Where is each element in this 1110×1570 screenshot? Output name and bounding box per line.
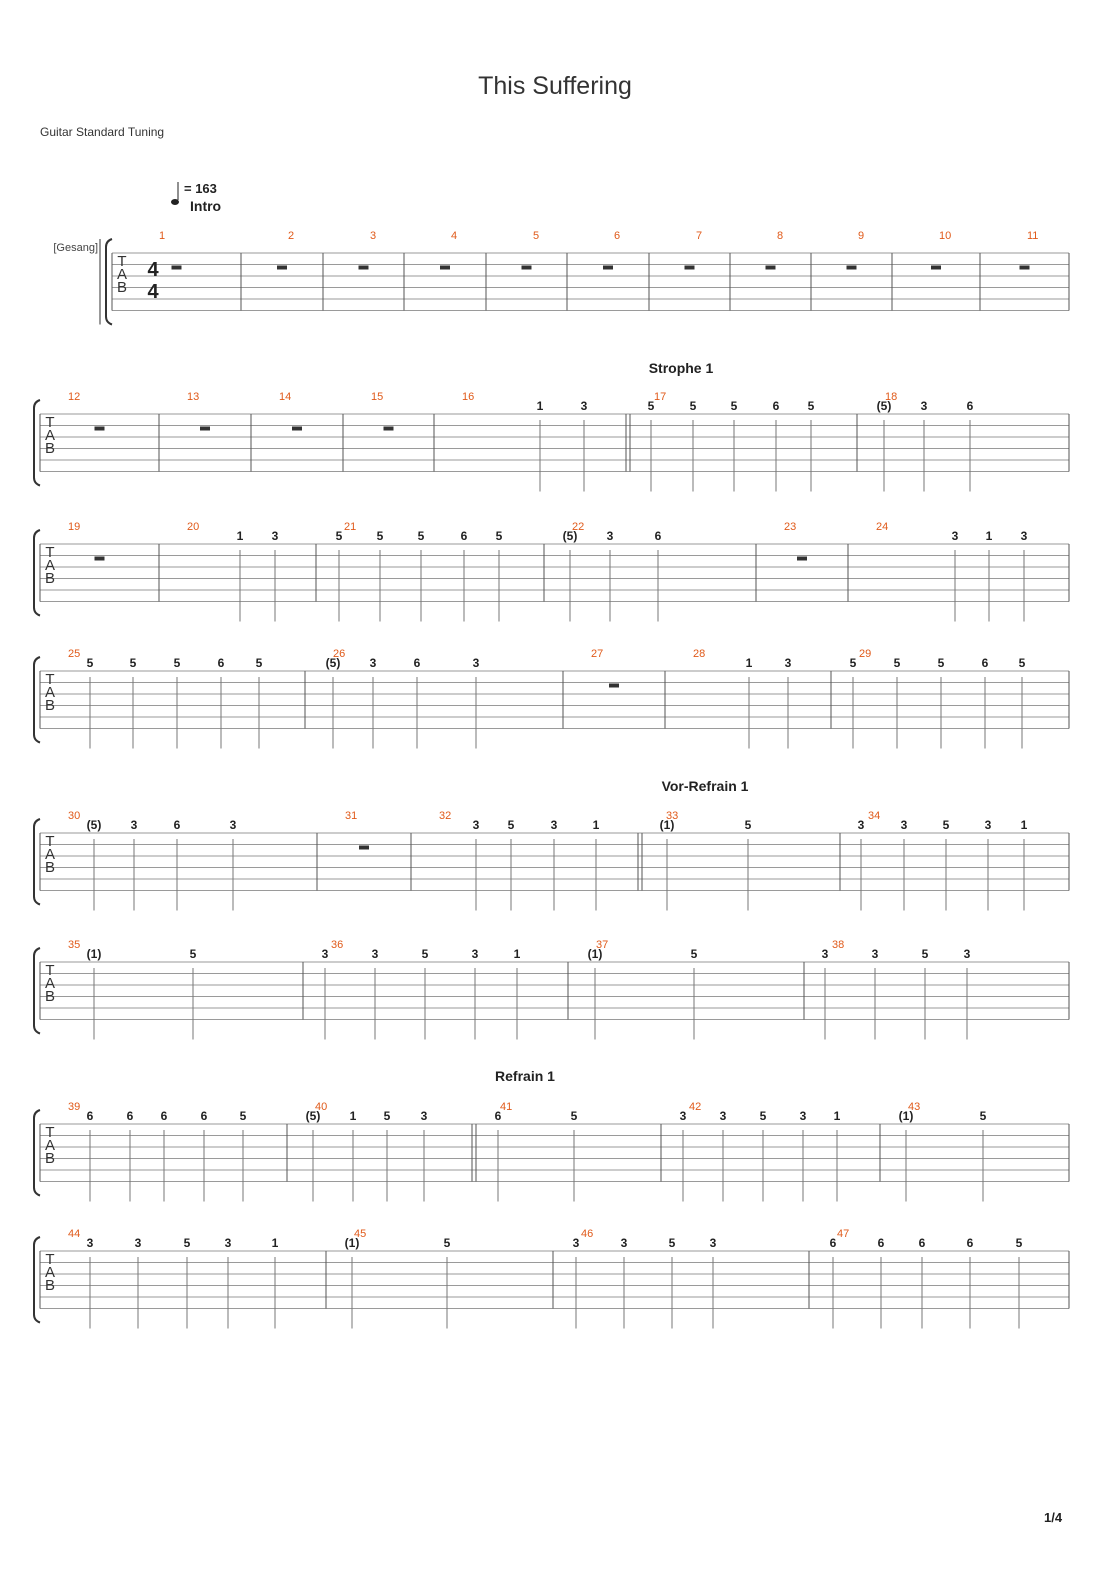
fret-number: 3	[130, 818, 138, 832]
fret-number: (5)	[305, 1109, 321, 1123]
measure-number: 31	[345, 810, 358, 822]
fret-number: 5	[849, 656, 857, 670]
fret-number: 5	[647, 399, 655, 413]
section-marker: Strophe 1	[648, 360, 714, 376]
measure	[187, 391, 210, 431]
measure-number: 21	[344, 521, 357, 533]
tab-system	[53, 181, 1069, 325]
tab-letter: A	[44, 1137, 56, 1154]
fret-number: 3	[86, 1236, 94, 1250]
fret-number: 5	[376, 529, 384, 543]
fret-number: 5	[129, 656, 137, 670]
tab-letter: T	[45, 544, 55, 561]
tab-letter: B	[116, 279, 128, 296]
tab-letter: B	[44, 697, 56, 714]
measure-number: 30	[68, 810, 81, 822]
measure	[1020, 230, 1039, 270]
measure-number: 41	[500, 1101, 513, 1113]
measure	[830, 1228, 1023, 1329]
measure	[822, 939, 971, 1040]
measure-number: 44	[68, 1228, 81, 1240]
measure-number: 2	[288, 230, 295, 242]
measure	[326, 648, 480, 749]
fret-number: 3	[580, 399, 588, 413]
fret-number: 6	[966, 399, 974, 413]
measure-number: 10	[939, 230, 952, 242]
measure	[68, 648, 263, 749]
tab-letter: T	[45, 962, 55, 979]
measure-number: 35	[68, 939, 81, 951]
tab-letter: B	[44, 988, 56, 1005]
fret-number: 3	[620, 1236, 628, 1250]
fret-number: (5)	[876, 399, 892, 413]
fret-number: 3	[857, 818, 865, 832]
section-marker: Refrain 1	[495, 1068, 555, 1084]
fret-number: 5	[937, 656, 945, 670]
measure	[68, 810, 237, 911]
page-number: 1/4	[1044, 1510, 1063, 1525]
fret-number: 3	[1020, 529, 1028, 543]
fret-number: 3	[472, 818, 480, 832]
measure	[847, 230, 865, 270]
tab-letter: T	[117, 253, 127, 270]
fret-number: 1	[513, 947, 521, 961]
fret-number: 3	[369, 656, 377, 670]
system-bracket	[34, 400, 40, 486]
tab-letter: A	[44, 557, 56, 574]
fret-number: 3	[984, 818, 992, 832]
fret-number: 5	[979, 1109, 987, 1123]
section-marker: Vor-Refrain 1	[661, 778, 749, 794]
fret-number: 6	[829, 1236, 837, 1250]
measure-number: 25	[68, 648, 81, 660]
fret-number: 3	[679, 1109, 687, 1123]
tab-letter: B	[44, 859, 56, 876]
whole-rest	[95, 427, 105, 431]
measure-number: 36	[331, 939, 344, 951]
tab-letter: B	[44, 440, 56, 457]
measure	[345, 1228, 451, 1329]
whole-rest	[384, 427, 394, 431]
tab-system	[34, 1228, 1069, 1329]
fret-number: 3	[709, 1236, 717, 1250]
measure-number: 23	[784, 521, 797, 533]
whole-rest	[277, 266, 287, 270]
system-bracket	[34, 819, 40, 905]
fret-number: 5	[570, 1109, 578, 1123]
fret-number: 3	[271, 529, 279, 543]
fret-number: 3	[963, 947, 971, 961]
measure-number: 22	[572, 521, 585, 533]
measure-number: 46	[581, 1228, 594, 1240]
measure	[591, 648, 619, 688]
measure	[187, 521, 279, 622]
fret-number: 6	[966, 1236, 974, 1250]
measure	[660, 810, 752, 911]
fret-number: 5	[417, 529, 425, 543]
measure	[850, 648, 1026, 749]
measure	[462, 391, 588, 492]
fret-number: 5	[421, 947, 429, 961]
measure-number: 32	[439, 810, 452, 822]
tempo-note-head	[171, 199, 179, 205]
fret-number: 6	[160, 1109, 168, 1123]
tab-system	[34, 939, 1069, 1040]
measure-number: 5	[533, 230, 540, 242]
tab-system	[34, 521, 1069, 622]
measure	[68, 1228, 279, 1329]
fret-number: 3	[472, 656, 480, 670]
fret-number: 5	[689, 399, 697, 413]
measure	[371, 391, 394, 431]
measure	[359, 230, 377, 270]
fret-number: 3	[951, 529, 959, 543]
tab-letter: T	[45, 414, 55, 431]
measure-number: 18	[885, 391, 898, 403]
tab-letter: A	[44, 975, 56, 992]
fret-number: 3	[799, 1109, 807, 1123]
measure	[563, 521, 662, 622]
whole-rest	[797, 557, 807, 561]
measure	[877, 391, 974, 492]
section-marker: Intro	[190, 198, 222, 214]
measure-number: 19	[68, 521, 81, 533]
fret-number: 3	[229, 818, 237, 832]
fret-number: 3	[134, 1236, 142, 1250]
fret-number: 5	[173, 656, 181, 670]
measure-number: 47	[837, 1228, 850, 1240]
measure	[279, 391, 302, 431]
tab-letter: A	[44, 684, 56, 701]
measure	[322, 939, 521, 1040]
fret-number: 1	[592, 818, 600, 832]
time-signature-bottom: 4	[147, 281, 159, 303]
tab-letter: B	[44, 570, 56, 587]
whole-rest	[440, 266, 450, 270]
fret-number: (5)	[86, 818, 102, 832]
fret-number: 3	[224, 1236, 232, 1250]
tab-letter: A	[44, 846, 56, 863]
measure-number: 33	[666, 810, 679, 822]
fret-number: 5	[255, 656, 263, 670]
measure-number: 45	[354, 1228, 367, 1240]
fret-number: 5	[335, 529, 343, 543]
tempo-marking: = 163	[184, 181, 217, 196]
fret-number: 3	[572, 1236, 580, 1250]
fret-number: 5	[759, 1109, 767, 1123]
fret-number: 5	[383, 1109, 391, 1123]
measure	[68, 521, 105, 561]
measure-number: 16	[462, 391, 475, 403]
measure-number: 1	[159, 230, 166, 242]
fret-number: 5	[893, 656, 901, 670]
fret-number: 6	[413, 656, 421, 670]
system-bracket	[34, 530, 40, 616]
fret-number: 1	[985, 529, 993, 543]
fret-number: 3	[821, 947, 829, 961]
fret-number: 5	[239, 1109, 247, 1123]
fret-number: 5	[730, 399, 738, 413]
measure-number: 34	[868, 810, 881, 822]
measure	[588, 939, 698, 1040]
fret-number: 6	[918, 1236, 926, 1250]
tab-letter: B	[44, 1277, 56, 1294]
fret-number: 5	[1018, 656, 1026, 670]
whole-rest	[766, 266, 776, 270]
measure-number: 17	[654, 391, 667, 403]
measure	[440, 230, 457, 270]
measure-number: 26	[333, 648, 346, 660]
tab-letter: A	[44, 427, 56, 444]
fret-number: (1)	[659, 818, 675, 832]
tab-system	[34, 360, 1069, 492]
measure-number: 27	[591, 648, 604, 660]
measure	[784, 521, 807, 561]
fret-number: 3	[900, 818, 908, 832]
track-label: [Gesang]	[53, 242, 98, 254]
fret-number: 5	[921, 947, 929, 961]
system-bracket	[34, 948, 40, 1034]
tuning-label: Guitar Standard Tuning	[40, 125, 165, 139]
fret-number: 1	[536, 399, 544, 413]
measure-number: 14	[279, 391, 292, 403]
tab-system	[34, 1068, 1069, 1202]
measure	[899, 1101, 987, 1202]
fret-number: 6	[460, 529, 468, 543]
fret-number: 5	[1015, 1236, 1023, 1250]
whole-rest	[931, 266, 941, 270]
measure-number: 20	[187, 521, 200, 533]
measure-number: 37	[596, 939, 609, 951]
fret-number: 6	[217, 656, 225, 670]
tab-system	[34, 648, 1069, 749]
measure	[306, 1101, 428, 1202]
measure	[931, 230, 951, 270]
whole-rest	[522, 266, 532, 270]
measure-number: 43	[908, 1101, 921, 1113]
tab-letter: A	[44, 1264, 56, 1281]
fret-number: 1	[271, 1236, 279, 1250]
whole-rest	[609, 684, 619, 688]
measure	[685, 230, 703, 270]
fret-number: 6	[981, 656, 989, 670]
measure-number: 40	[315, 1101, 328, 1113]
time-signature-top: 4	[147, 259, 159, 281]
tab-system	[34, 778, 1069, 911]
tab-letter: T	[45, 1251, 55, 1268]
measure	[336, 521, 503, 622]
measure-number: 29	[859, 648, 872, 660]
whole-rest	[292, 427, 302, 431]
whole-rest	[359, 846, 369, 850]
fret-number: 3	[471, 947, 479, 961]
measure	[68, 391, 105, 431]
fret-number: (1)	[344, 1236, 360, 1250]
measure-number: 8	[777, 230, 784, 242]
whole-rest	[359, 266, 369, 270]
measure	[68, 939, 197, 1040]
system-bracket	[34, 657, 40, 743]
measure-number: 9	[858, 230, 865, 242]
measure-number: 11	[1027, 230, 1039, 242]
measure-number: 6	[614, 230, 621, 242]
whole-rest	[847, 266, 857, 270]
measure-number: 42	[689, 1101, 702, 1113]
fret-number: 5	[86, 656, 94, 670]
fret-number: 6	[173, 818, 181, 832]
fret-number: 1	[236, 529, 244, 543]
measure-number: 24	[876, 521, 889, 533]
measure	[858, 810, 1028, 911]
system-bracket	[34, 1237, 40, 1323]
fret-number: 6	[200, 1109, 208, 1123]
fret-number: 5	[690, 947, 698, 961]
fret-number: 6	[126, 1109, 134, 1123]
fret-number: 1	[833, 1109, 841, 1123]
fret-number: 6	[86, 1109, 94, 1123]
whole-rest	[95, 557, 105, 561]
measure-number: 12	[68, 391, 81, 403]
fret-number: 5	[668, 1236, 676, 1250]
fret-number: 3	[606, 529, 614, 543]
measure-number: 13	[187, 391, 200, 403]
fret-number: 6	[654, 529, 662, 543]
tab-letter: A	[116, 266, 128, 283]
measure-number: 7	[696, 230, 703, 242]
fret-number: 3	[871, 947, 879, 961]
fret-number: (5)	[562, 529, 578, 543]
fret-number: (5)	[325, 656, 341, 670]
fret-number: 6	[877, 1236, 885, 1250]
tab-letter: B	[44, 1150, 56, 1167]
measure	[680, 1101, 841, 1202]
fret-number: 1	[349, 1109, 357, 1123]
measure	[693, 648, 792, 749]
measure-number: 3	[370, 230, 377, 242]
fret-number: 5	[807, 399, 815, 413]
measure	[439, 810, 600, 911]
fret-number: 5	[189, 947, 197, 961]
measure	[345, 810, 369, 850]
measure	[495, 1101, 578, 1202]
fret-number: 5	[507, 818, 515, 832]
system-bracket	[34, 1110, 40, 1196]
whole-rest	[200, 427, 210, 431]
fret-number: 3	[719, 1109, 727, 1123]
fret-number: 6	[772, 399, 780, 413]
fret-number: 5	[495, 529, 503, 543]
fret-number: (1)	[86, 947, 102, 961]
measure	[277, 230, 294, 270]
measure	[876, 521, 1028, 622]
song-title: This Suffering	[478, 72, 632, 100]
fret-number: 6	[494, 1109, 502, 1123]
measure-number: 38	[832, 939, 845, 951]
fret-number: 5	[942, 818, 950, 832]
system-bracket	[106, 239, 112, 325]
fret-number: 3	[371, 947, 379, 961]
fret-number: 3	[920, 399, 928, 413]
measure-number: 39	[68, 1101, 81, 1113]
fret-number: (1)	[898, 1109, 914, 1123]
measure	[522, 230, 540, 270]
fret-number: 1	[745, 656, 753, 670]
whole-rest	[172, 266, 182, 270]
fret-number: 1	[1020, 818, 1028, 832]
fret-number: 5	[183, 1236, 191, 1250]
measure	[648, 391, 815, 492]
fret-number: (1)	[587, 947, 603, 961]
measure-number: 28	[693, 648, 706, 660]
fret-number: 5	[744, 818, 752, 832]
whole-rest	[603, 266, 613, 270]
fret-number: 3	[550, 818, 558, 832]
tab-letter: T	[45, 671, 55, 688]
measure-number: 15	[371, 391, 384, 403]
fret-number: 5	[443, 1236, 451, 1250]
tab-letter: T	[45, 833, 55, 850]
measure-number: 4	[451, 230, 458, 242]
whole-rest	[685, 266, 695, 270]
tab-letter: T	[45, 1124, 55, 1141]
fret-number: 3	[420, 1109, 428, 1123]
measure	[766, 230, 784, 270]
whole-rest	[1020, 266, 1030, 270]
fret-number: 3	[784, 656, 792, 670]
measure	[573, 1228, 717, 1329]
fret-number: 3	[321, 947, 329, 961]
measure	[603, 230, 620, 270]
measure	[68, 1101, 247, 1202]
measure	[159, 230, 182, 270]
